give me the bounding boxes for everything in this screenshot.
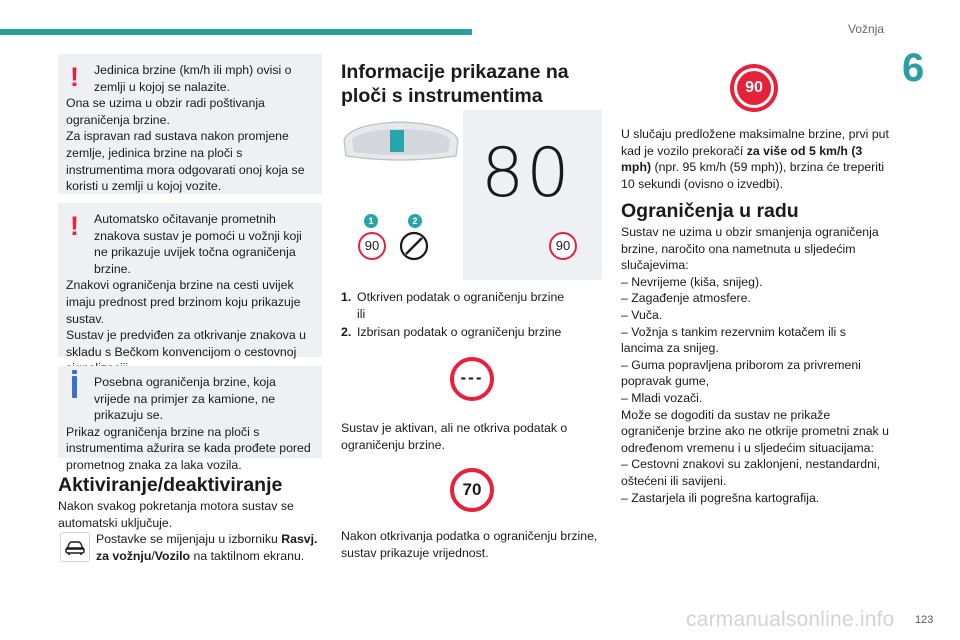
speed-sign-90-flashing: 90 [730,64,778,112]
legend-list [341,289,603,341]
settings-car-icon [60,532,90,562]
section-title: Vožnja [848,22,885,36]
warning-note-recognition: ! Automatsko očitavanje prometnih znakova sustav je pomoći u vožnji koji ne prikazuje uvijek točna ograničenja brzine. Znakovi ograničenja brzine na cesti uvijek imaju prednost pred brzinom koju prikazuje sustav. Sustav je predviđen za otkrivanje znakova u skladu s Bečkom konvencijom o cestovnoj [58,203,322,357]
speed-sign-small: 90 [358,232,386,260]
list-item: 2. Izbrisan podatak o ograničenju brzine [341,325,562,340]
limits-list-item: – Cestovni znakovi su zaklonjeni, nestandardni, oštećeni ili savijeni. [621,457,881,488]
limits-list-item: – Guma popravljena priborom za privremeni popravak gume, [621,357,861,389]
exceed-text: U slučaju predložene maksimalne brzine, prvi put kad je vozilo prekoračí za više od 5 km/h (3 mph) (npr. 95 km/h (59 mph)), brzina će treperiti 10 sekundi (ovisno o izvedbi). [621,127,889,191]
warning-icon: ! [70,211,79,241]
chapter-number: 6 [902,46,925,90]
display-heading: Informacije prikazane na ploči s instrumentima [341,61,569,107]
limits-body: Sustav ne uzima u obzir smanjenja ograničenja brzine, naročito ona nametnuta u sljedećim slučajevima: – Nevrijeme (kiša, snijeg). – Zagađenje atmosfere. – Vuča. – Vožnja s tankim rezervnim kotačem ili s lancima za snijeg. – Guma popravljena priborom za privremeni popravak gume, – Mladi vozači. Može se dogoditi da sustav ne prikaže ograničenje brzine ako ne otkrije prometni znak u određenom vremenu i u sljedećim situacijama: – Cestovni znakovi su zaklonjeni, nestandardni, oštećeni ili savijeni. – Zastarjela ili pogrešna kartografija. [621,225,889,505]
info-icon [72,376,77,398]
info-note-special-limits: Posebna ograničenja brzine, koja vrijede na primjer za kamione, ne prikazuju se. Prikaz ograničenja brzine na ploči s instrumentima ažurira se kada prođete pored prometnog znaka za laka vozila. [58,366,322,458]
warning-icon: ! [70,62,79,92]
dashes-sign: --- [450,357,494,401]
header-accent-bar [0,29,472,35]
speed-display-panel [463,110,602,280]
active-no-data-text: Sustav je aktivan, ali ne otkriva podatak o ograničenju brzine. [341,421,568,452]
badge-1: 1 [364,214,378,228]
car-icon [61,533,89,561]
cancelled-sign-icon [398,230,430,262]
watermark: carmanualsonline.info [686,608,895,631]
activation-heading: Aktiviranje/deaktiviranje [58,474,283,496]
list-item-sub: ili [357,306,366,321]
instrument-figure [340,110,602,280]
page-number: 123 [915,614,934,626]
limits-list-item: – Zagađenje atmosfere. [621,291,751,306]
activation-text: Nakon svakog pokretanja motora sustav se automatski uključuje. [58,499,294,530]
limits-heading: Ograničenja u radu [621,200,799,222]
badge-2: 2 [408,214,422,228]
limits-list-item: – Mladi vozači. [621,390,703,405]
detected-text: Nakon otkrivanja podatka o ograničenju brzine, sustav prikazuje vrijednost. [341,529,598,560]
speed-sign-display: 90 [549,232,577,260]
warning-note-units: ! Jedinica brzine (km/h ili mph) ovisi o zemlji u kojoj se nalazite. Ona se uzima u obzir radi poštivanja ograničenja brzine. Za ispravan rad sustava nakon promjene zemlje, jedinica brzine na ploči s instrumentima mora odgovarati onoj koja se koristi u zemlji u kojoj vozite. [58,54,322,194]
current-speed: 80 [481,134,572,213]
limits-list-item: – Zastarjela ili pogrešna kartografija. [621,490,820,505]
limits-list-item: – Vožnja s tankim rezervnim kotačem ili s lancima za snijeg. [621,324,846,356]
speed-sign-70: 70 [450,468,494,512]
settings-text: Postavke se mijenjaju u izborniku Rasvj. za vožnju/Vozilo na taktilnom ekranu. [96,532,318,563]
limits-list-item: – Nevrijeme (kiša, snijeg). [621,274,763,289]
list-item: 1. Otkriven podatak o ograničenju brzine [341,290,565,304]
limits-list-item: – Vuča. [621,307,663,322]
